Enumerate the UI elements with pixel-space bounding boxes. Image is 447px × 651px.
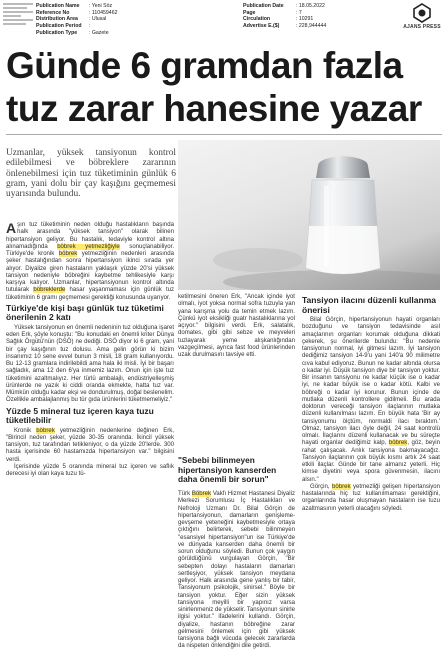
column-1 (6, 222, 174, 478)
subheading: Türkiye'de kişi başı günlük tuz tüketimi önerilenin 2 katı (6, 302, 164, 323)
paragraph: Bilal Görçin, hipertansiyonun hayati organları bozduğunu ve tansiyon tedavisinde asıl amaçlarının organları korumak olduğuna dikkati çekerek, şu önerilerde bulundu: "Bu nedenle tansiyonun normal, iyi gitmesi lazım. İyi tansiyon dediğimiz tansiyon 14-9'u yani 140'a 90 milimetre cıva kabul ediyoruz. Bunun ne kadar altında olursa o kadar iyi. Düşük tansiyon diye bir tansiyon yoktur. Bir insanın tansiyonu ne kadar küçük ise o kadar iyi, ne kadar büyük ise o kadar kötü. Kalbi ve böbreği o kadar iyi korunur. Bunun içinde de mutlaka düzenli kontrollere gidilmeli. Bu arada doktorun vereceği tansiyon ilaçlarının mutlaka düzenli kullanılması lazım. En büyük hata 'Bir ay tansiyonumu ölçtüm, normaldi ilacı bıraktım.' Olmaz, tansiyon ilacı öyle değil, 24 saat kontrolü olmalı. İlaçlarını düzenli kullanacak ve bu süreçte hayati organlar dediğimiz kalp, böbrek, göz, beyin rahat çalışacak. Anlık tansiyona bakmayacağız. Tansiyon ilaçlarının çok büyük kısmı artık 24 saat etkili ilaçlar. Günde bir tane almanız yeterli. Hiç kimse diyetini veya spora güvenmesin, ilacını alsın." (302, 317, 440, 483)
publication-logo (3, 3, 33, 31)
paragraph: Yüksek tansiyonun en önemli nedeninin tuz olduğuna işaret eden Erk, şöyle konuştu: "Bu konudaki en önemli kriter Dünya Sağlık Örgütü'nün (DSÖ) ne dediği. DSÖ diyor ki 6 gram, yani bir çay kaşığının tuz dolusu. Ama gelin görün ki bizim insanımız 10 sene evvel bunun 3 misli, 18 gram kullanıyordu. Bu 12-13 gramlara indirilebildi ama hala iki misli. İyi bir başarı sağladık, ama 12 den 6'ya inmemiz lazım. Onun için işte tuz tüketimini azaltmalıyız. Her türlü ambalajlı, endüstriyelleşmiş ürünlerde ne yazık ki ciddi oranda ekmekte, hatta tuz var. Mümkün olduğu kadar ekşi ve dondurulmuş, doğal beslenelim. Özellikle ambalajlanmış bu tür gıda ürünlerini tüketmemeliyiz." (6, 324, 174, 404)
pull-quote: "Sebebi bilinmeyen hipertansiyon kanserden daha önemli bir sorun" (178, 455, 277, 485)
column-2 (178, 294, 295, 359)
headline-line-2: tuz zarar hanesine yazar (6, 88, 422, 129)
paragraph: Görçin, böbrek yetmezliği gelişen hipertansiyon hastalarında hiç tuz kullanılmaması gerektiğini, organlarında hasar oluşmayan hastaların ise tuzu azaltmasının yeterli olacağını söyledi. (302, 483, 441, 512)
publication-meta-right: Publication Date : 18.05.2022 Page : 7 Circulation : 10291 Advertise E.($) : 228,944444 (243, 3, 327, 30)
paragraph: İçerisinde yüzde 5 oranında mineral tuz içeren ve saflık derecesi iyi olan kaya tuzu tü- (6, 463, 174, 477)
clipping-header (0, 0, 447, 40)
headline-rule (6, 134, 442, 135)
paragraph: Aşırı tuz tüketiminin neden olduğu hastalıkların başında halk arasında "yüksek tansiyon" olarak bilinen hipertansiyon geliyor. Bu hastalık, tedaviyle kontrol altına alınamadığında böbrek yetmezliğiyle sonuçlanabiliyor. Türkiye'de kronik böbrek yetmezliğinin nedenleri arasında şeker hastalığından sonra hipertansiyon ikinci sırada yer alıyor. Diyalize giren hastaların yaklaşık yüzde 20'si yüksek tansiyon nedeniyle böbreğini kaybetme tehlikesiyle karşı karşıya kalıyor. Uzmanlar, hipertansiyonun kontrol altında tutularak böbreklerde hasar yaşanmaması için günlük tuz tüketiminin 6 gramı geçmemesi gerektiği konusunda uyarıyor. (6, 220, 175, 301)
paragraph: Türk Böbrek Vakfı Hizmet Hastanesi Diyaliz Merkezi Sorumlusu İç Hastalıkları ve Nefroloji Uzmanı Dr. Bilal Görçin de hipertansiyonun, damarların genişleme-gevşeme yeteneğini kaybetmesiyle ortaya çıktığını belirterek, sebebi bilinmeyen "esansiyel hipertansiyon"un ise Türkiye'de ve dünyada kanserden daha önemli bir sorun olduğunu söyledi. Bunun çok yaygın görüldüğünü vurgulayan Görçin, "Bir sebepten dolayı hastaların damarları sertleşiyor, yüksek tansiyon meydana geliyor. Halk arasında gene yanlış bir tabir, Tansiyonum psikolojik, sinirsel." Böyle bir tansiyon yoktur. Eğer sizin yüksek tansiyona meyilli bir yapınız varsa sinirlenmeniz de yükselir. Tansiyonun sinirle ilgisi yoktur." ifadelerini kullandı. Görçin, diyalize, hastanın böbreğine zarar gelmesini önlemek için gibi yüksek tansiyona bağlı vücuda gelecek zararlarda da nispeten önlendiğini dile getirdi. (178, 491, 295, 650)
paragraph: Kronik böbrek yetmezliğinin nedenlerine değinen Erk, "Birincil neden şeker, yüzde 30-35 oranında. İkincil yüksek tansiyon, tuz tarafından tetikleniyor, o da yüzde 20'lerde. 300 hasta içerisinde 60 hastamızda hipertansiyon var." bilgisini verdi. (6, 427, 174, 463)
column-3 (302, 294, 440, 513)
agency-logo (402, 3, 442, 30)
subheading: Tansiyon ilacını düzenli kullanma önerisi (302, 295, 436, 315)
lead-paragraph: Uzmanlar, yüksek tansiyonun kontrol edilebilmesi ve böbreklere zararının önlenebilmesi için tuz tüketiminin günlük 6 gram, yani dolu bir çay kaşığını geçmemesi uyarısında bulundu. (6, 148, 176, 200)
paragraph: ketilmesini öneren Erk, "Ancak içinde iyot olmalı, iyot yoksa normal sofra tuzuyla yan yana karışma yolu da temin etmek lazım. Çünkü iyot eksikliği guatr hastalıklarına yol açıyor." bilgisini verdi. Erk, salatalık, domates, gibi gibi sebze ve meyveleri tuzlayarak yeme alışkanlığından vazgeçilmesi, ayrıca fast food ürünlerinden uzak durulmasını tavsiye etti. (178, 294, 295, 358)
headline-line-1: Günde 6 gramdan fazla (6, 45, 403, 86)
publication-meta-left: Publication Name : Yeni Söz Reference No : 110459462 Distribution Area : Ulusal Publication Period : Publication Type : Gazete (36, 3, 118, 36)
salt-shaker-photo (178, 140, 440, 290)
headline (6, 44, 442, 130)
column-2-continued (178, 491, 295, 651)
agency-name: AJANS PRESS (403, 24, 441, 30)
agency-mark-icon (412, 3, 432, 23)
subheading: Yüzde 5 mineral tuz içeren kaya tuzu tüketilebilir (6, 405, 154, 425)
